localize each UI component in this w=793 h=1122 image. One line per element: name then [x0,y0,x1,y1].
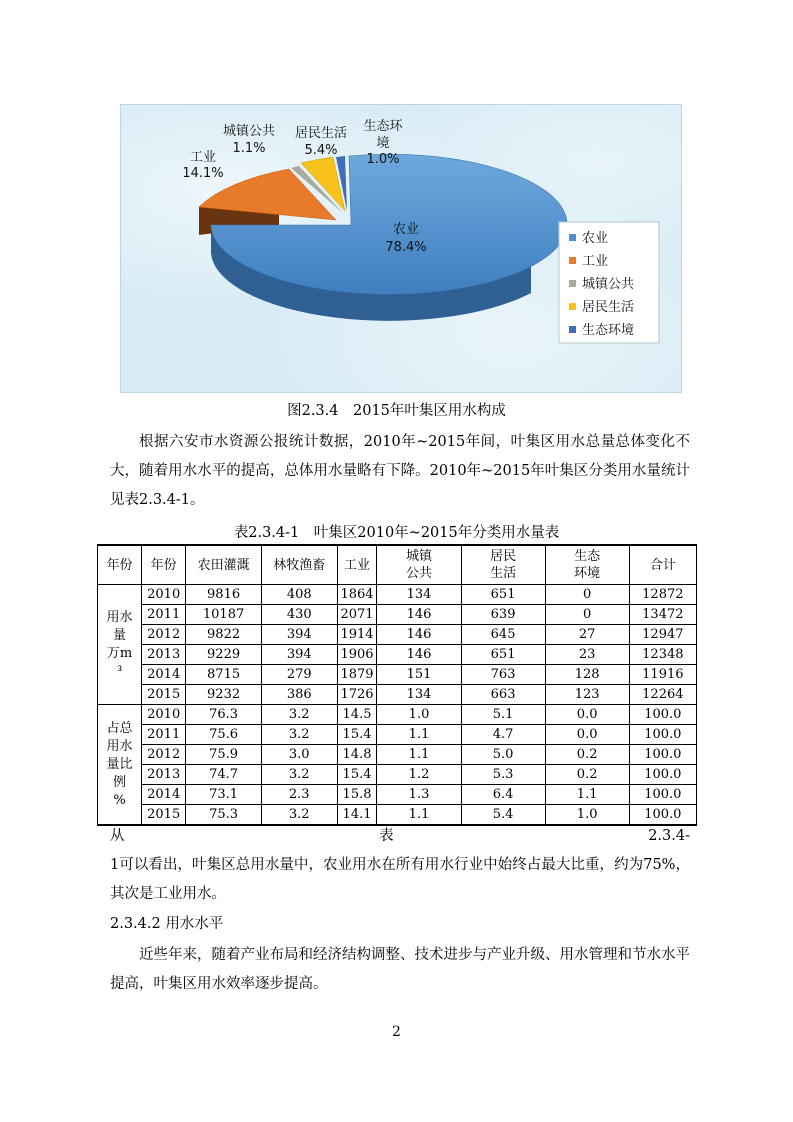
table-cell: 15.4 [337,765,377,785]
table-cell: 1864 [337,585,377,605]
table-cell: 13472 [629,605,696,625]
table-cell: 75.9 [186,745,262,765]
table-row [98,685,697,705]
table-row [98,665,697,685]
table-cell: 2012 [142,745,186,765]
page-number: 2 [392,1024,401,1040]
table-cell: 10187 [186,605,262,625]
table-cell: 2010 [142,585,186,605]
table-cell: 11916 [629,665,696,685]
table-cell: 5.1 [461,705,545,725]
label-resident-name: 居民生活 [294,126,348,141]
table-cell: 75.6 [186,725,262,745]
table-cell: 0 [545,585,629,605]
table-cell: 0 [545,605,629,625]
ratio-label: 占总 用水 量比 例 % [98,705,142,826]
pie-chart [120,104,682,393]
label-urban-name: 城镇公共 [222,124,276,139]
table-cell: 763 [461,665,545,685]
header-cell: 合计 [629,545,696,585]
table-cell: 0.0 [545,725,629,745]
table-row [98,745,697,765]
table-cell: 146 [377,625,461,645]
table-cell: 5.4 [461,805,545,826]
table-cell: 151 [377,665,461,685]
table-cell: 2015 [142,685,186,705]
table-cell: 8715 [186,665,262,685]
table-cell: 645 [461,625,545,645]
table-cell: 639 [461,605,545,625]
table-cell: 100.0 [629,725,696,745]
table-cell: 75.3 [186,805,262,826]
pie-chart-svg [121,105,681,392]
label-industry-name: 工业 [189,150,217,165]
table-cell: 1914 [337,625,377,645]
legend-swatch-urban [569,280,576,287]
table-cell: 1.0 [377,705,461,725]
table-cell: 3.2 [261,805,337,826]
table-cell: 6.4 [461,785,545,805]
table-cell: 100.0 [629,785,696,805]
legend-swatch-resident [569,303,576,310]
table-cell: 14.5 [337,705,377,725]
table-cell: 100.0 [629,805,696,826]
table-row [98,725,697,745]
label-urban-value: 1.1% [232,141,266,156]
table-cell: 9822 [186,625,262,645]
table-cell: 134 [377,685,461,705]
table-cell: 9816 [186,585,262,605]
table-cell: 1.0 [545,805,629,826]
table-row [98,625,697,645]
table-cell: 2011 [142,725,186,745]
table-cell: 1.3 [377,785,461,805]
label-eco-name-2: 境 [376,136,390,151]
table-cell: 73.1 [186,785,262,805]
table-cell: 279 [261,665,337,685]
header-cell: 生态 环境 [545,545,629,585]
table-caption: 表2.3.4-1 叶集区2010年~2015年分类用水量表 [233,525,560,541]
legend-urban: 城镇公共 [582,277,635,292]
label-agri-value: 78.4% [385,240,427,255]
legend-swatch-eco [569,326,576,333]
table-cell: 1906 [337,645,377,665]
table-cell: 1726 [337,685,377,705]
table-cell: 663 [461,685,545,705]
table-cell: 27 [545,625,629,645]
table-cell: 15.8 [337,785,377,805]
table-cell: 386 [261,685,337,705]
table-cell: 2014 [142,785,186,805]
table-cell: 1.2 [377,765,461,785]
table-cell: 0.0 [545,705,629,725]
section-heading: 2.3.4.2 用水水平 [110,916,224,932]
table-cell: 0.2 [545,745,629,765]
table-cell: 3.0 [261,745,337,765]
table-cell: 3.2 [261,705,337,725]
label-industry-value: 14.1% [182,166,224,181]
table-cell: 430 [261,605,337,625]
table-cell: 146 [377,605,461,625]
table-cell: 3.2 [261,725,337,745]
table-cell: 0.2 [545,765,629,785]
table-row [98,785,697,805]
table-cell: 3.2 [261,765,337,785]
table-cell: 9229 [186,645,262,665]
table-cell: 74.7 [186,765,262,785]
table-cell: 1.1 [377,725,461,745]
header-cell: 居民 生活 [461,545,545,585]
table-cell: 651 [461,645,545,665]
table-cell: 394 [261,645,337,665]
table-cell: 1.1 [377,745,461,765]
table-row [98,765,697,785]
table-cell: 2012 [142,625,186,645]
table-row [98,605,697,625]
spread-word: 2.3.4- [648,828,690,844]
table-cell: 2.3 [261,785,337,805]
header-cell: 林牧渔畜 [261,545,337,585]
table-cell: 128 [545,665,629,685]
paragraph-1: 根据六安市水资源公报统计数据，2010年~2015年间，叶集区用水总量总体变化不大，随着用水水平的提高，总体用水量略有下降。2010年~2015年叶集区分类用水量统计见表2.3.4-1。 [110,434,690,508]
header-cell: 城镇 公共 [377,545,461,585]
table-cell: 12947 [629,625,696,645]
table-cell: 2015 [142,805,186,826]
legend-agri: 农业 [582,231,609,246]
figure-caption: 图2.3.4 2015年叶集区用水构成 [287,403,506,419]
table-cell: 12348 [629,645,696,665]
table-cell: 408 [261,585,337,605]
legend-swatch-agri [569,234,576,241]
table-cell: 12264 [629,685,696,705]
table-cell: 9232 [186,685,262,705]
header-cell: 工业 [337,545,377,585]
label-agri-name: 农业 [392,222,420,237]
table-cell: 1.1 [377,805,461,826]
table-cell: 12872 [629,585,696,605]
table-cell: 2071 [337,605,377,625]
table-row [98,585,697,605]
table-row [98,645,697,665]
table-cell: 5.0 [461,745,545,765]
legend-eco: 生态环境 [582,323,635,338]
legend-swatch-industry [569,257,576,264]
table-cell: 2011 [142,605,186,625]
label-resident-value: 5.4% [304,143,338,158]
table-cell: 15.4 [337,725,377,745]
table-cell: 4.7 [461,725,545,745]
legend-industry: 工业 [582,254,609,269]
paragraph-3: 近些年来，随着产业布局和经济结构调整、技术进步与产业升级、用水管理和节水水平提高，叶集区用水效率逐步提高。 [110,947,690,992]
table-cell: 2013 [142,765,186,785]
table-cell: 394 [261,625,337,645]
paragraph-2: 1可以看出，叶集区总用水量中，农业用水在所有用水行业中始终占最大比重，约为75%，其次是工业用水。 [110,857,690,902]
table-cell: 5.3 [461,765,545,785]
water-usage-table [97,544,697,826]
table-cell: 14.1 [337,805,377,826]
label-eco-value: 1.0% [366,152,400,167]
table-cell: 14.8 [337,745,377,765]
table-cell: 100.0 [629,745,696,765]
table-cell: 1.1 [545,785,629,805]
table-cell: 76.3 [186,705,262,725]
table-cell: 146 [377,645,461,665]
label-eco-name-1: 生态环 [363,119,403,134]
volume-label: 用水 量 万m ³ [98,585,142,705]
table-cell: 2013 [142,645,186,665]
table-row [98,705,697,725]
spread-word: 从 [110,828,125,844]
header-cell: 年份 [98,545,142,585]
table-cell: 2014 [142,665,186,685]
table-cell: 100.0 [629,765,696,785]
table-cell: 134 [377,585,461,605]
table-cell: 2010 [142,705,186,725]
table-cell: 1879 [337,665,377,685]
header-cell: 农田灌溉 [186,545,262,585]
table-header-row [98,545,697,585]
header-cell: 年份 [142,545,186,585]
table-cell: 100.0 [629,705,696,725]
paragraph-2-first-line [110,822,690,851]
table-cell: 123 [545,685,629,705]
legend-resident: 居民生活 [582,300,635,315]
table-cell: 23 [545,645,629,665]
spread-word: 表 [379,828,394,844]
table-cell: 651 [461,585,545,605]
